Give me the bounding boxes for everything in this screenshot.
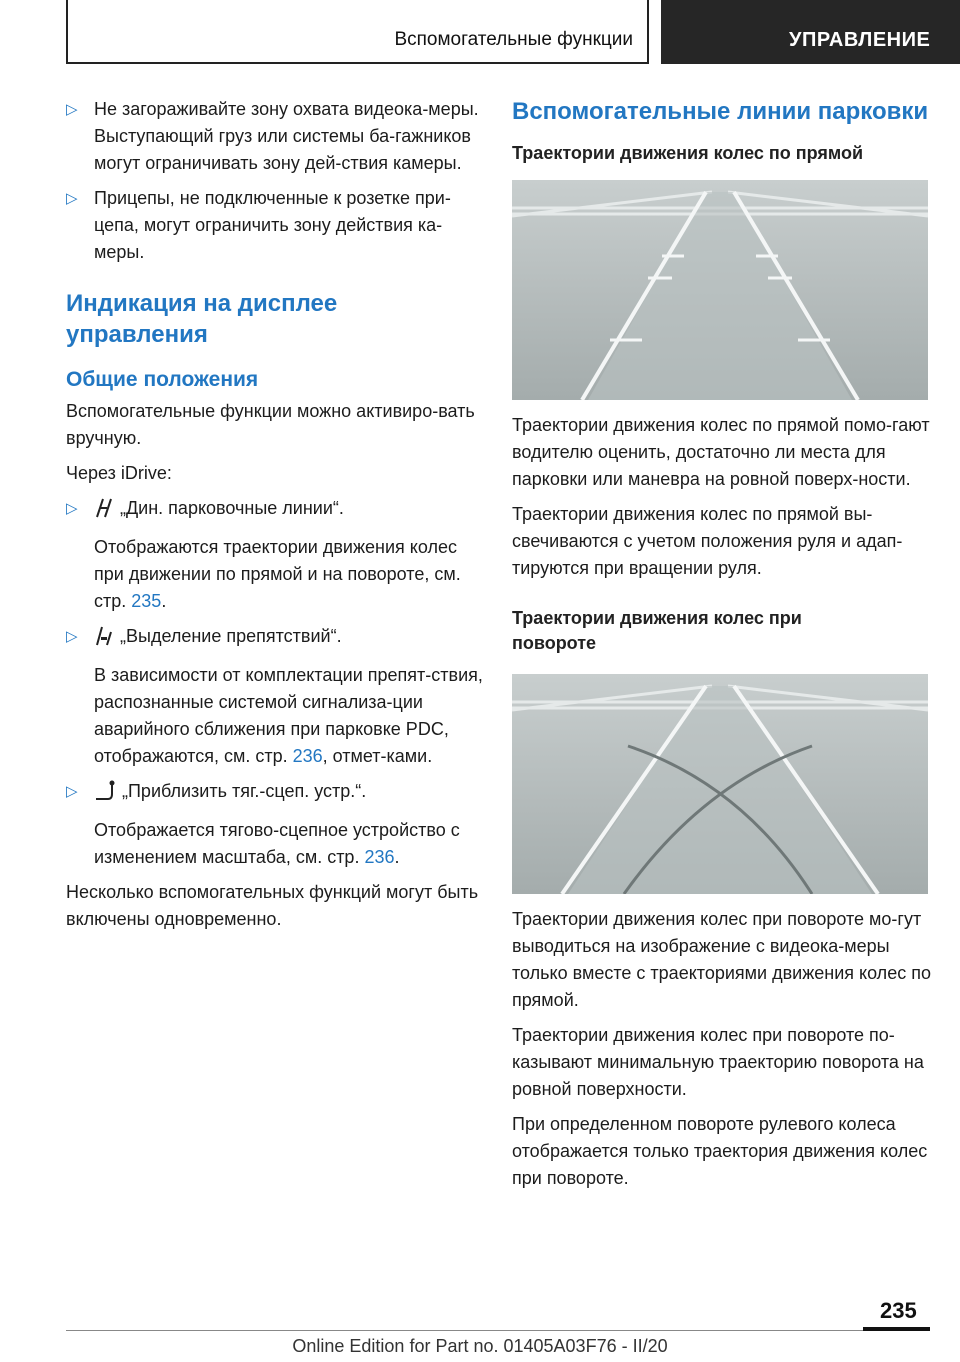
bullet-triangle-icon: ▷ bbox=[66, 628, 78, 645]
footer-rule bbox=[66, 1330, 863, 1331]
menu-option: ▷ „Дин. парковочные линии“. bbox=[66, 495, 486, 526]
list-item: ▷ Не загораживайте зону охвата видеока-меры. Выступающий груз или системы ба-гажников могут ограничивать зону дей-ствия камеры. bbox=[66, 96, 486, 177]
footer-rule-accent bbox=[863, 1327, 930, 1331]
header-chapter-title: УПРАВЛЕНИЕ bbox=[789, 29, 931, 51]
paragraph: Траектории движения колес по прямой вы-свечиваются с учетом положения руля и адап-тируются при вращении руля. bbox=[512, 504, 903, 578]
paragraph: Траектории движения колес при повороте мо-гут выводиться на изображение с видеока-меры только вместе с траекториями движения колес по прямой. bbox=[512, 909, 931, 1010]
menu-option: ▷ „Выделение препятствий“. bbox=[66, 623, 486, 654]
header-chapter-box bbox=[661, 0, 960, 64]
paragraph: При определенном повороте рулевого колеса отображается только траектория движения колес при повороте. bbox=[512, 1114, 928, 1188]
header-section-title: Вспомогательные функции bbox=[394, 29, 633, 50]
obstacle-marking-icon bbox=[94, 624, 114, 654]
footer-edition: Online Edition for Part no. 01405A03F76 - II/20 bbox=[292, 1336, 668, 1356]
paragraph: Траектории движения колес по прямой помо-гают водителю оценить, достаточно ли места для парковки или маневра на ровной поверх-ности. bbox=[512, 415, 930, 489]
menu-option-description: В зависимости от комплектации препят-ствия, распознанные системой сигнализа-ции аварийного сближения при парковке PDC, отображаются, см. стр. 236, отмет-ками. bbox=[94, 665, 483, 766]
paragraph: Траектории движения колес при повороте по-казывают минимальную траекторию поворота на ровной поверхности. bbox=[512, 1025, 924, 1099]
subsection-heading: Общие положения bbox=[66, 368, 259, 391]
section-heading: Вспомогательные линии парковки bbox=[512, 98, 929, 125]
bullet-triangle-icon: ▷ bbox=[66, 500, 78, 517]
page-link[interactable]: 236 bbox=[364, 847, 395, 867]
bullet-triangle-icon: ▷ bbox=[66, 783, 78, 800]
bullet-triangle-icon: ▷ bbox=[66, 190, 78, 207]
paragraph: Через iDrive: bbox=[66, 463, 172, 483]
page-link[interactable]: 236 bbox=[292, 746, 323, 766]
section-heading: Индикация на дисплее управления bbox=[66, 290, 338, 348]
hitch-zoom-icon bbox=[94, 779, 116, 809]
menu-option-description: Отображаются траектории движения колес при движении по прямой и на повороте, см. стр. 235. bbox=[94, 537, 461, 611]
menu-option: ▷ „Приблизить тяг.-сцеп. устр.“. bbox=[66, 778, 486, 809]
list-item: ▷ Прицепы, не подключенные к розетке при-цепа, могут ограничить зону действия ка-меры. bbox=[66, 185, 486, 266]
subsection-heading: Траектории движения колес по прямой bbox=[512, 143, 864, 163]
parking-lines-icon bbox=[94, 496, 114, 526]
menu-option-description: Отображается тягово-сцепное устройство с изменением масштаба, см. стр. 236. bbox=[94, 820, 460, 867]
bullet-triangle-icon: ▷ bbox=[66, 101, 78, 118]
paragraph: Вспомогательные функции можно активиро-вать вручную. bbox=[66, 401, 475, 448]
page-number: 235 bbox=[880, 1298, 917, 1323]
turning-trajectory-figure bbox=[512, 674, 928, 894]
left-column bbox=[66, 96, 486, 941]
subsection-heading: Траектории движения колес при повороте bbox=[512, 608, 802, 653]
page-link[interactable]: 235 bbox=[131, 591, 162, 611]
straight-trajectory-figure bbox=[512, 180, 928, 400]
paragraph: Несколько вспомогательных функций могут быть включены одновременно. bbox=[66, 882, 479, 929]
header-section-box bbox=[66, 0, 649, 64]
right-column bbox=[512, 96, 932, 1200]
